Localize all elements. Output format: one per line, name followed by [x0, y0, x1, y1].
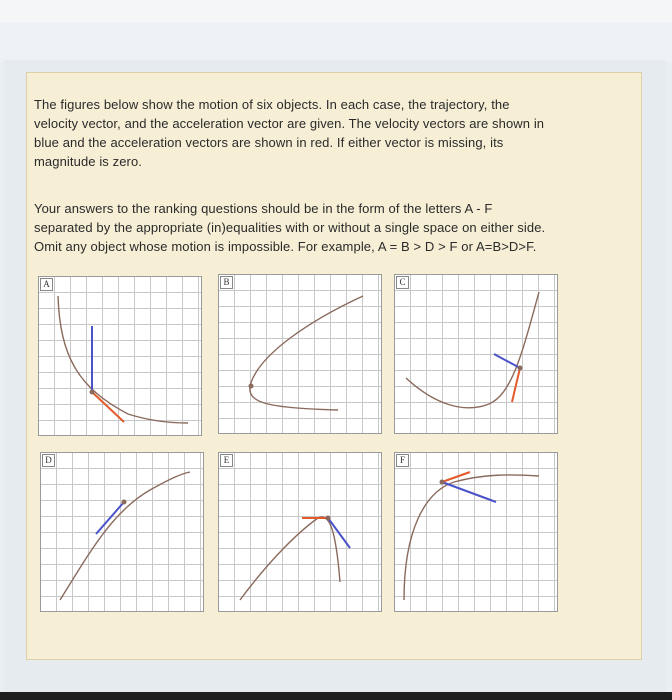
figure-b — [218, 274, 382, 434]
figure-f-drawing — [394, 452, 558, 612]
instructions-line: Omit any object whose motion is impossible. For example, A = B > D > F or A=B>D>F. — [34, 239, 537, 254]
instructions-line: Your answers to the ranking questions should be in the form of the letters A - F — [34, 201, 493, 216]
object-point — [326, 516, 331, 521]
figure-c — [394, 274, 558, 434]
intro-paragraph — [34, 95, 634, 171]
figure-label: E — [220, 454, 233, 467]
figure-a — [38, 276, 202, 436]
figure-f — [394, 452, 558, 612]
instructions-line: separated by the appropriate (in)equalities with or without a single space on either side. — [34, 220, 546, 235]
figure-e-drawing — [218, 452, 382, 612]
figure-label: A — [40, 278, 53, 291]
object-point — [518, 366, 523, 371]
velocity-vector — [96, 502, 124, 534]
figure-e — [218, 452, 382, 612]
velocity-vector — [442, 482, 496, 502]
figure-label: B — [220, 276, 233, 289]
acceleration-vector — [92, 392, 124, 422]
figure-d — [40, 452, 204, 612]
figure-label: C — [396, 276, 409, 289]
figure-a-drawing — [38, 276, 202, 436]
instructions-paragraph — [34, 199, 634, 256]
figure-b-drawing — [218, 274, 382, 434]
trajectory-path — [60, 472, 190, 600]
velocity-vector — [328, 518, 350, 548]
trajectory-path — [250, 296, 363, 410]
intro-line: The figures below show the motion of six objects. In each case, the trajectory, the — [34, 97, 510, 112]
intro-line: velocity vector, and the acceleration vector are given. The velocity vectors are shown in — [34, 116, 545, 131]
intro-line: blue and the acceleration vectors are shown in red. If either vector is missing, its — [34, 135, 504, 150]
figure-label: D — [42, 454, 55, 467]
intro-line: magnitude is zero. — [34, 154, 143, 169]
header-strip — [0, 22, 672, 62]
figure-label: F — [396, 454, 409, 467]
figure-c-drawing — [394, 274, 558, 434]
object-point — [249, 384, 254, 389]
taskbar-edge — [0, 692, 672, 700]
trajectory-path — [240, 517, 340, 600]
acceleration-vector — [442, 472, 470, 482]
velocity-vector — [494, 354, 520, 368]
trajectory-path — [58, 296, 188, 423]
object-point — [90, 390, 95, 395]
figure-d-drawing — [40, 452, 204, 612]
object-point — [122, 500, 127, 505]
object-point — [440, 480, 445, 485]
browser-top-band — [0, 0, 672, 23]
trajectory-path — [406, 292, 539, 408]
